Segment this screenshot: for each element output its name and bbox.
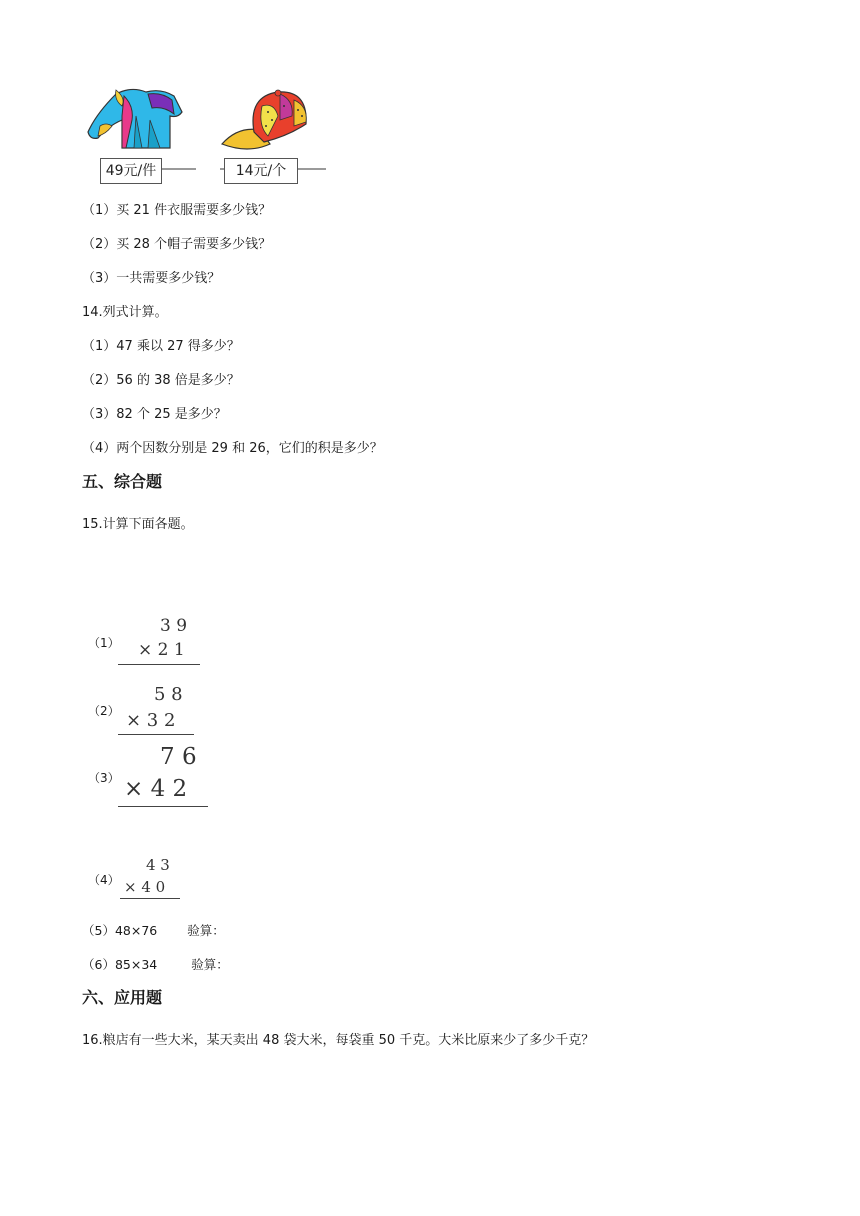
q15-vertical-1 [118, 616, 202, 668]
q15-item-5 [82, 922, 225, 940]
coat-price-label: 49元/件 [105, 163, 157, 179]
q15-vertical-4 [120, 856, 184, 904]
sweater-icon [86, 86, 196, 158]
q15-item-6-check: 验算： [191, 957, 229, 972]
q15-1-bottom: × 2 1 [138, 640, 185, 660]
section-5-heading: 五、综合题 [82, 472, 163, 491]
q13-item-2: （2）买 28 个帽子需要多少钱？ [82, 237, 272, 252]
q15-4-top: 4 3 [146, 856, 170, 874]
q15-item-6 [82, 956, 229, 974]
coat-product [86, 86, 196, 186]
q15-item-1-label: （1） [88, 636, 120, 650]
q14-item-2: （2）56 的 38 倍是多少？ [82, 373, 240, 388]
q15-1-top: 3 9 [160, 616, 188, 636]
q15-item-5-expr: （5）48×76 [82, 923, 158, 938]
q13-item-1: （1）买 21 件衣服需要多少钱？ [82, 203, 272, 218]
q15-item-5-check: 验算： [187, 923, 225, 938]
q15-item-6-expr: （6）85×34 [82, 957, 158, 972]
q14-title: 14.列式计算。 [82, 305, 168, 320]
coat-price-tag [100, 158, 162, 184]
hat-price-label: 14元/个 [235, 163, 287, 179]
q15-4-bottom: × 4 0 [124, 878, 166, 896]
q15-item-3-label: （3） [88, 771, 120, 785]
cap-icon [218, 86, 330, 158]
hat-price-tag [224, 158, 298, 184]
q15-2-bottom: × 3 2 [126, 710, 176, 731]
q13-item-3: （3）一共需要多少钱？ [82, 271, 221, 286]
q14-item-1: （1）47 乘以 27 得多少？ [82, 339, 240, 354]
q15-item-4-label: （4） [88, 873, 120, 887]
hat-product [218, 86, 330, 186]
q15-3-top: 7 6 [160, 744, 197, 770]
q16-text: 16.粮店有一些大米，某天卖出 48 袋大米，每袋重 50 千克。大米比原来少了多少千克？ [82, 1033, 595, 1048]
q15-item-2-label: （2） [88, 704, 120, 718]
q15-3-bottom: × 4 2 [124, 776, 188, 802]
q14-item-3: （3）82 个 25 是多少？ [82, 407, 227, 422]
q15-vertical-3 [118, 742, 212, 812]
q15-title: 15.计算下面各题。 [82, 517, 194, 532]
section-6-heading: 六、应用题 [82, 988, 163, 1007]
q15-vertical-2 [118, 684, 198, 738]
q14-item-4: （4）两个因数分别是 29 和 26，它们的积是多少？ [82, 441, 383, 456]
q15-2-top: 5 8 [154, 684, 183, 705]
